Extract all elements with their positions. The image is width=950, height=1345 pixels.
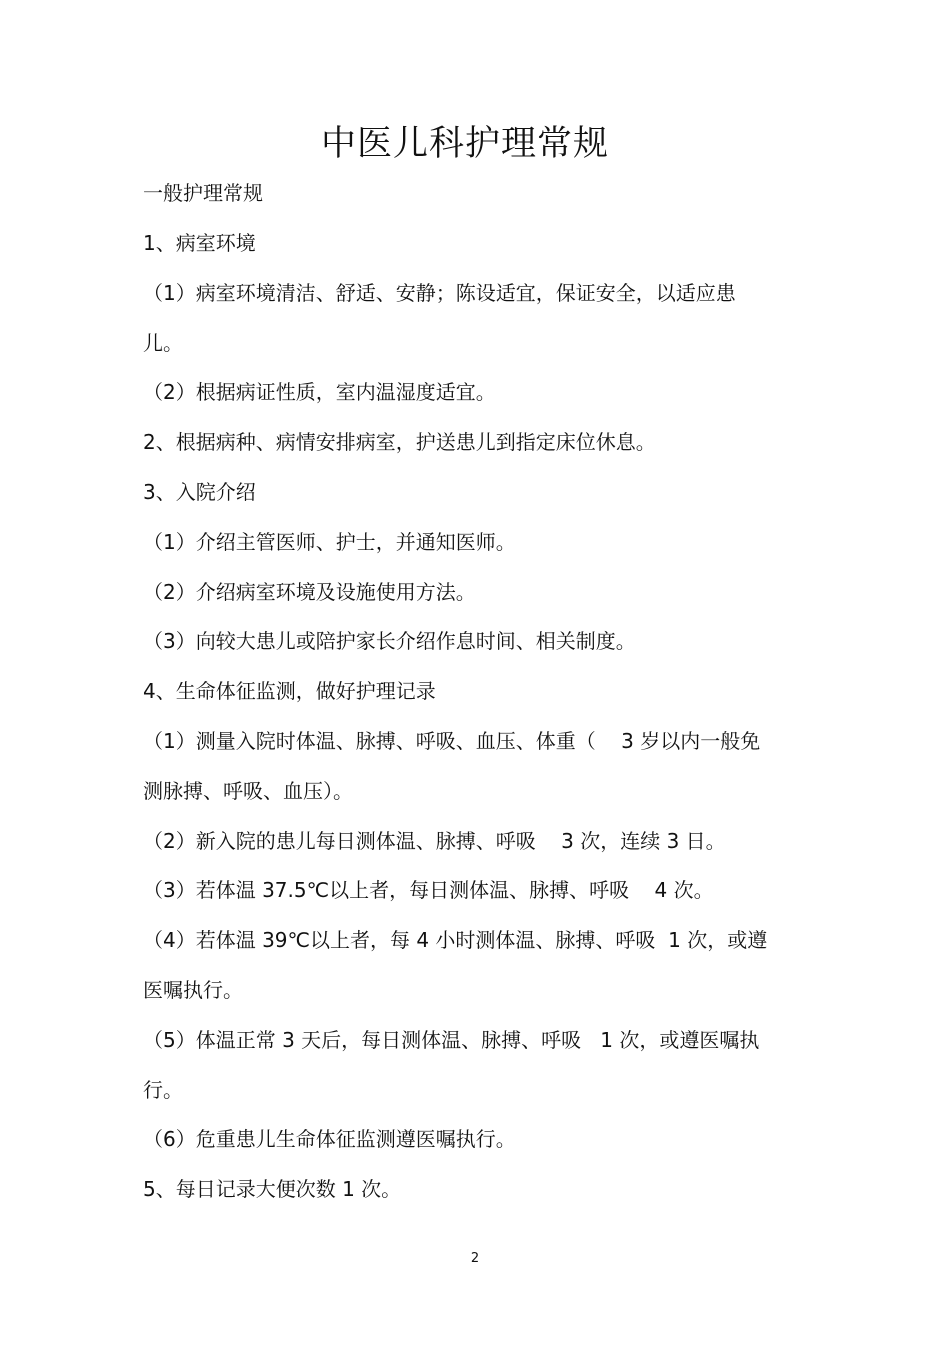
list-item: 3、入院介绍 — [143, 480, 256, 504]
list-item: 1、病室环境 — [143, 231, 256, 255]
list-item: （1）介绍主管医师、护士，并通知医师。 — [143, 530, 516, 554]
list-item: （5）体温正常 3 天后，每日测体温、脉搏、呼吸 1 次，或遵医嘱执 — [143, 1028, 760, 1052]
list-item: （1）测量入院时体温、脉搏、呼吸、血压、体重（ 3 岁以内一般免 — [143, 729, 761, 753]
list-item: （2）新入院的患儿每日测体温、脉搏、呼吸 3 次，连续 3 日。 — [143, 829, 726, 853]
list-item: （4）若体温 39℃以上者，每 4 小时测体温、脉搏、呼吸 1 次，或遵 — [143, 928, 768, 952]
list-item: （1）病室环境清洁、舒适、安静；陈设适宜，保证安全，以适应患 — [143, 281, 736, 305]
list-item: 2、根据病种、病情安排病室，护送患儿到指定床位休息。 — [143, 430, 656, 454]
page-title: 中医儿科护理常规 — [320, 124, 609, 164]
list-item-continuation: 测脉搏、呼吸、血压）。 — [143, 779, 353, 803]
list-item: （3）向较大患儿或陪护家长介绍作息时间、相关制度。 — [143, 629, 636, 653]
list-item: （3）若体温 37.5℃以上者，每日测体温、脉搏、呼吸 4 次。 — [143, 878, 714, 902]
list-item-continuation: 儿。 — [143, 331, 183, 355]
list-item: （2）介绍病室环境及设施使用方法。 — [143, 580, 476, 604]
list-item: 4、生命体征监测，做好护理记录 — [143, 679, 436, 703]
section-heading: 一般护理常规 — [143, 181, 263, 205]
list-item-continuation: 行。 — [143, 1078, 183, 1102]
list-item-continuation: 医嘱执行。 — [143, 978, 243, 1002]
list-item: 5、每日记录大便次数 1 次。 — [143, 1177, 402, 1201]
page-number: 2 — [470, 1251, 480, 1266]
list-item: （2）根据病证性质，室内温湿度适宜。 — [143, 380, 496, 404]
list-item: （6）危重患儿生命体征监测遵医嘱执行。 — [143, 1127, 516, 1151]
